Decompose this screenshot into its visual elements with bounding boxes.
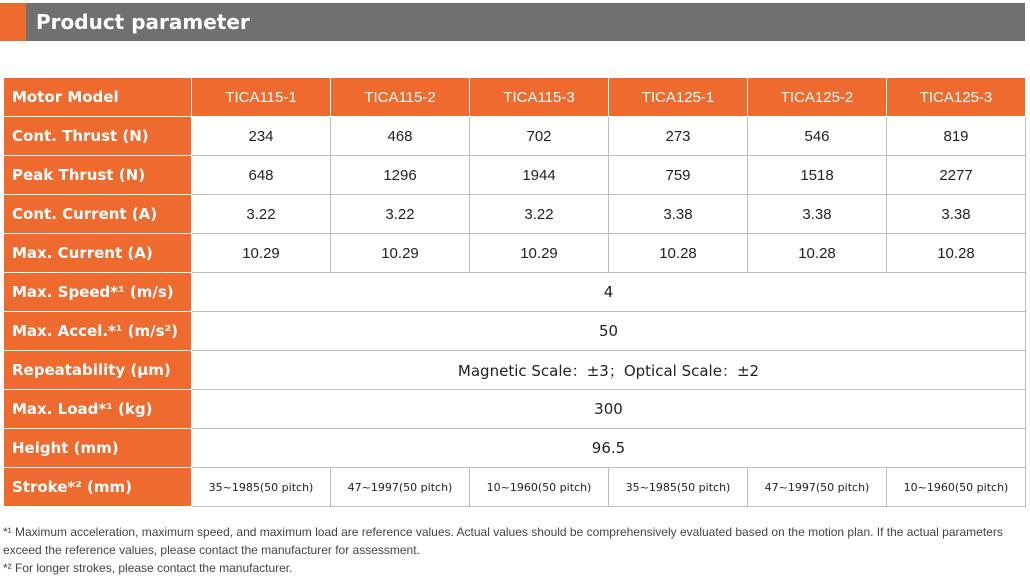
table-cell: 819: [887, 117, 1026, 156]
table-cell: 3.38: [609, 195, 748, 234]
table-cell-merged: 300: [192, 390, 1026, 429]
table-cell: 10.28: [887, 234, 1026, 273]
row-label: Peak Thrust (N): [4, 156, 192, 195]
table-cell: 10.28: [609, 234, 748, 273]
table-row: [4, 429, 1026, 468]
section-title: Product parameter: [36, 10, 250, 34]
table-cell: 273: [609, 117, 748, 156]
table-cell: 47~1997(50 pitch): [748, 468, 887, 507]
table-row: [4, 273, 1026, 312]
table-cell: 1518: [748, 156, 887, 195]
model-name: TICA125-2: [748, 78, 887, 117]
model-name: TICA125-1: [609, 78, 748, 117]
table-cell: 546: [748, 117, 887, 156]
table-cell: 35~1985(50 pitch): [192, 468, 331, 507]
table-cell: 10.29: [331, 234, 470, 273]
model-name: TICA115-1: [192, 78, 331, 117]
parameter-table: [3, 77, 1026, 507]
table-cell: 234: [192, 117, 331, 156]
row-label: Cont. Thrust (N): [4, 117, 192, 156]
table-cell: 10.29: [470, 234, 609, 273]
table-cell: 648: [192, 156, 331, 195]
table-cell: 3.38: [748, 195, 887, 234]
table-cell: 3.22: [192, 195, 331, 234]
table-cell: 702: [470, 117, 609, 156]
table-cell: 47~1997(50 pitch): [331, 468, 470, 507]
table-cell: 10~1960(50 pitch): [887, 468, 1026, 507]
row-label: Cont. Current (A): [4, 195, 192, 234]
row-label: Max. Speed*¹ (m/s): [4, 273, 192, 312]
table-cell-merged: Magnetic Scale：±3；Optical Scale：±2: [192, 351, 1026, 390]
header-accent-block: [0, 3, 26, 41]
table-cell: 468: [331, 117, 470, 156]
table-cell: 35~1985(50 pitch): [609, 468, 748, 507]
model-name: TICA115-2: [331, 78, 470, 117]
footnotes: [3, 523, 1028, 577]
row-label: Stroke*² (mm): [4, 468, 192, 507]
table-cell: 3.22: [331, 195, 470, 234]
table-cell: 1944: [470, 156, 609, 195]
table-cell: 3.38: [887, 195, 1026, 234]
table-row: [4, 234, 1026, 273]
table-row: [4, 312, 1026, 351]
table-cell: 10.29: [192, 234, 331, 273]
table-cell: 1296: [331, 156, 470, 195]
model-name: TICA115-3: [470, 78, 609, 117]
row-label: Max. Current (A): [4, 234, 192, 273]
row-label: Max. Accel.*¹ (m/s²): [4, 312, 192, 351]
table-cell-merged: 4: [192, 273, 1026, 312]
model-name: TICA125-3: [887, 78, 1026, 117]
table-row: [4, 468, 1026, 507]
table-cell-merged: 50: [192, 312, 1026, 351]
table-row: [4, 195, 1026, 234]
section-header: [0, 3, 1025, 41]
table-cell: 2277: [887, 156, 1026, 195]
table-row: [4, 390, 1026, 429]
table-row: [4, 351, 1026, 390]
table-cell: 10~1960(50 pitch): [470, 468, 609, 507]
table-cell: 3.22: [470, 195, 609, 234]
row-label: Height (mm): [4, 429, 192, 468]
row-label: Max. Load*¹ (kg): [4, 390, 192, 429]
table-header-row: [4, 78, 1026, 117]
footnote: *¹ Maximum acceleration, maximum speed, and maximum load are reference values. Actual values should be comprehensively evaluated based on the motion plan. If the actual parameters exceed the reference values, please contact the manufacturer for assessment.: [3, 525, 1003, 557]
table-cell: 759: [609, 156, 748, 195]
row-label: Repeatability (μm): [4, 351, 192, 390]
footnote: *² For longer strokes, please contact the manufacturer.: [3, 561, 293, 575]
table-row: [4, 156, 1026, 195]
table-cell-merged: 96.5: [192, 429, 1026, 468]
row-label: Motor Model: [4, 78, 192, 117]
table-row: [4, 117, 1026, 156]
table-cell: 10.28: [748, 234, 887, 273]
